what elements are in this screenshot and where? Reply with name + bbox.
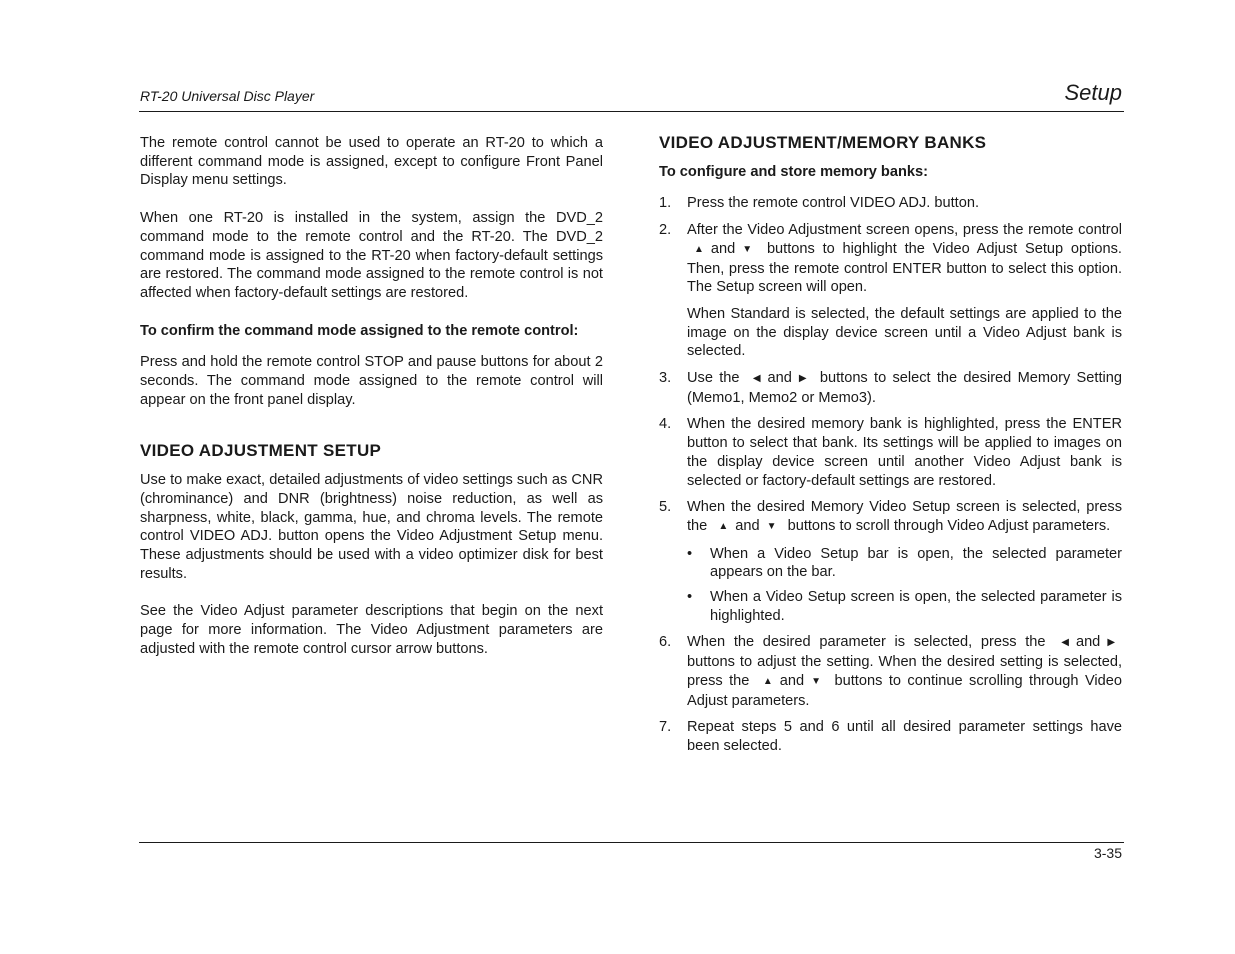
arrow-left-icon: ◀	[1061, 637, 1069, 649]
step-item	[659, 221, 1122, 361]
step-text: When the desired Memory Video Setup screen is selected, press the	[687, 499, 1122, 534]
step-item	[659, 718, 1122, 755]
paragraph-command-mode: The remote control cannot be used to operate an RT-20 to which a different command mode is assigned, except to configure Front Panel Display menu settings.	[140, 135, 603, 189]
right-column	[659, 134, 1122, 764]
bullet-icon: •	[687, 589, 693, 606]
paragraph-press-hold: Press and hold the remote control STOP and pause buttons for about 2 seconds. The command mode assigned to the remote control will appear on the front panel display.	[140, 354, 603, 408]
step-text: buttons to adjust the setting. When the desired setting is selected, press the	[687, 654, 1122, 689]
step-number: 5.	[659, 499, 672, 516]
step-text: Use the	[687, 370, 740, 387]
step-note-standard: When Standard is selected, the default settings are applied to the image on the display device screen until a Video Adjust bank is selected.	[687, 305, 1122, 360]
arrow-right-icon: ▶	[798, 373, 807, 385]
step-and: and	[1075, 634, 1101, 651]
step-number: 7.	[659, 719, 672, 736]
heading-video-adjustment-setup: VIDEO ADJUSTMENT SETUP	[140, 441, 382, 461]
step-item	[659, 633, 1122, 710]
step-item	[659, 194, 1122, 213]
arrow-up-icon: ▲	[694, 243, 704, 255]
step-text: buttons to scroll through Video Adjust parameters.	[787, 517, 1111, 534]
heading-memory-banks: VIDEO ADJUSTMENT/MEMORY BANKS	[659, 133, 987, 152]
step-number: 3.	[659, 370, 672, 387]
step-and: and	[779, 672, 805, 689]
step-item	[659, 498, 1122, 625]
step-text: When the desired parameter is selected, press the	[687, 634, 1046, 651]
step-text: After the Video Adjustment screen opens, press the remote control	[687, 222, 1122, 239]
step-and: and	[710, 240, 736, 257]
header-product-title: RT-20 Universal Disc Player	[140, 88, 315, 104]
step-text: buttons to continue scrolling through Video Adjust parameters.	[687, 672, 1123, 709]
left-column	[140, 134, 603, 658]
step-number: 1.	[659, 195, 672, 212]
bullet-text: When a Video Setup bar is open, the selected parameter appears on the bar.	[710, 545, 1122, 581]
arrow-down-icon: ▼	[811, 675, 822, 687]
step-text: Repeat steps 5 and 6 until all desired parameter settings have been selected.	[687, 719, 1122, 754]
page-number: 3-35	[1093, 845, 1122, 861]
bullet-item	[687, 588, 1122, 625]
step-and: and	[767, 370, 792, 387]
arrow-left-icon: ◀	[752, 373, 761, 385]
step-item	[659, 415, 1122, 490]
step-item	[659, 369, 1122, 407]
step-number: 6.	[659, 634, 672, 651]
step-text: When the desired memory bank is highlighted, press the ENTER button to select that bank. Its settings will be applied to images on the display device screen until another Video Adjust bank is selected or factory-default settings are restored.	[687, 416, 1122, 489]
header-section-title: Setup	[1064, 80, 1122, 105]
memory-bank-steps	[659, 194, 1122, 755]
step-number: 2.	[659, 222, 672, 239]
arrow-down-icon: ▼	[742, 243, 753, 255]
arrow-down-icon: ▼	[766, 520, 777, 532]
paragraph-see-parameters: See the Video Adjust parameter descriptions that begin on the next page for more information. The Video Adjustment parameters are adjusted with the remote control cursor arrow buttons.	[140, 603, 603, 657]
step-and: and	[735, 517, 760, 534]
paragraph-video-adjust-use: Use to make exact, detailed adjustments of video settings such as CNR (chrominance) and DNR (brightness) noise reduction, as well as sharpness, white, black, gamma, hue, and chroma levels. The remote control VIDEO ADJ. button opens the Video Adjustment Setup menu. These adjustments should be used with a video optimizer disk for best results.	[140, 472, 603, 582]
step-bullets	[687, 545, 1122, 626]
configure-memory-banks-label: To configure and store memory banks:	[659, 163, 928, 180]
footer-rule	[139, 842, 1124, 843]
bullet-icon: •	[687, 545, 693, 562]
confirm-command-mode-label: To confirm the command mode assigned to the remote control:	[140, 322, 579, 339]
step-text: buttons to highlight the Video Adjust Setup options. Then, press the remote control ENTER button to select this option. The Setup screen will open.	[687, 240, 1122, 296]
step-number: 4.	[659, 416, 672, 433]
arrow-up-icon: ▲	[762, 675, 773, 687]
step-text: Press the remote control VIDEO ADJ. button.	[687, 195, 980, 212]
bullet-item	[687, 545, 1122, 582]
arrow-up-icon: ▲	[718, 520, 729, 532]
step-text: buttons to select the desired Memory Setting (Memo1, Memo2 or Memo3).	[687, 370, 1122, 406]
header-rule	[139, 111, 1124, 112]
paragraph-dvd2-mode: When one RT-20 is installed in the system, assign the DVD_2 command mode to the remote control and the RT-20. The DVD_2 command mode is assigned to the RT-20 when factory-default settings are restored. The command mode assigned to the remote control is not affected when factory-default settings are restored.	[140, 210, 603, 301]
bullet-text: When a Video Setup screen is open, the selected parameter is highlighted.	[710, 589, 1122, 624]
arrow-right-icon: ▶	[1107, 637, 1116, 649]
